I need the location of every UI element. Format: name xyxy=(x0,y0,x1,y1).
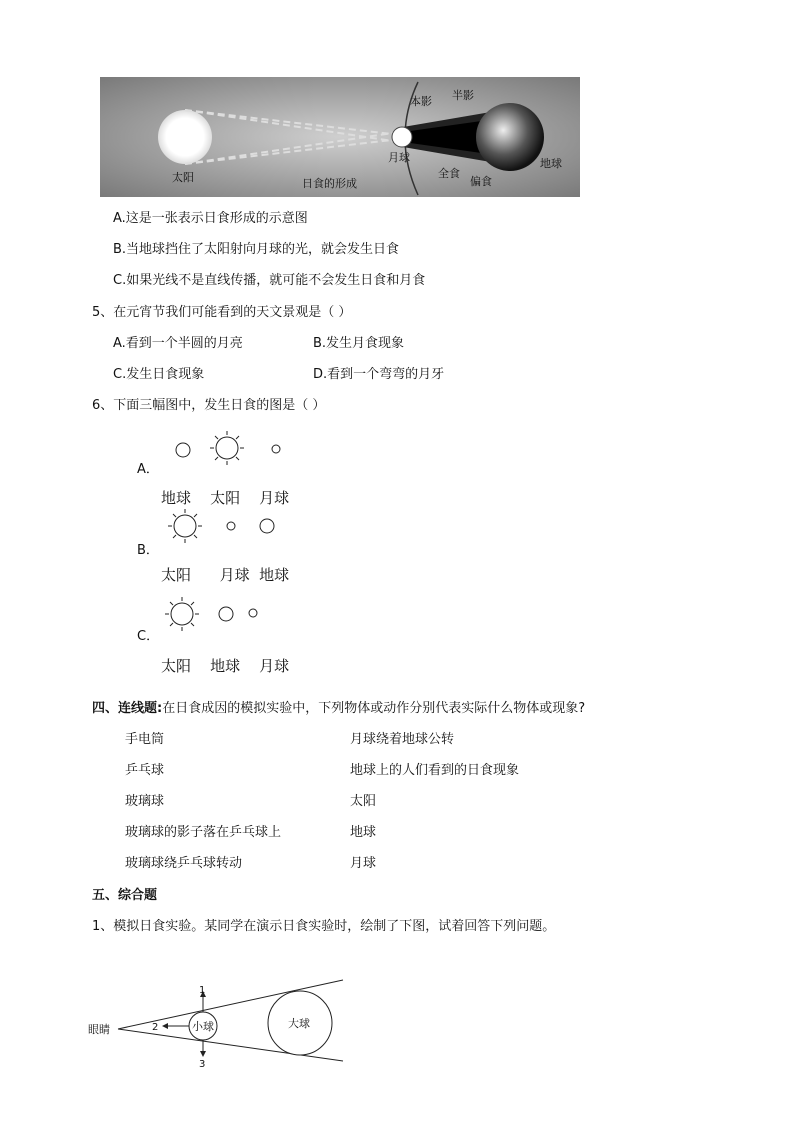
q6-letter-b: B． xyxy=(137,543,159,558)
arrow-3-label: 3 xyxy=(199,1059,206,1070)
sun-icon xyxy=(210,431,244,465)
figure-caption: 日食的形成 xyxy=(302,177,357,190)
sun-label: 太阳 xyxy=(172,171,194,184)
arrow-2-label: 2 xyxy=(152,1022,159,1033)
q5-option-d: D.看到一个弯弯的月牙 xyxy=(313,367,445,382)
sun-icon xyxy=(165,597,199,631)
match-right-2: 地球上的人们看到的日食现象 xyxy=(350,763,520,778)
match-left-3: 玻璃球 xyxy=(125,794,165,809)
section4-line xyxy=(92,697,585,716)
q6-letter-c: C． xyxy=(137,629,160,644)
small-ball-label: 小球 xyxy=(192,1020,214,1033)
q4-option-c: C.如果光线不是直线传播，就可能不会发生日食和月食 xyxy=(113,273,426,288)
q5-stem: 5、在元宵节我们可能看到的天文景观是（ ） xyxy=(92,305,352,320)
section4-text: 在日食成因的模拟实验中，下列物体或动作分别代表实际什么物体或现象? xyxy=(162,701,586,716)
sun-icon xyxy=(168,509,202,543)
match-right-4: 地球 xyxy=(350,825,377,840)
q5-option-b: B.发生月食现象 xyxy=(313,336,405,351)
match-right-5: 月球 xyxy=(350,856,377,871)
q5-option-a: A.看到一个半圆的月亮 xyxy=(113,336,243,351)
q6-figure-c xyxy=(162,594,292,636)
q6-figure-a xyxy=(165,428,295,470)
umbra-label: 本影 xyxy=(410,95,432,108)
arrow-1-label: 1 xyxy=(199,985,206,996)
match-left-2: 乒乓球 xyxy=(125,763,165,778)
big-ball-label: 大球 xyxy=(288,1017,310,1030)
moon-label: 月球 xyxy=(388,151,410,164)
earth-label: 地球 xyxy=(540,157,562,170)
match-left-4: 玻璃球的影子落在乒乓球上 xyxy=(125,825,282,840)
q4-option-b: B.当地球挡住了太阳射向月球的光，就会发生日食 xyxy=(113,242,400,257)
section5-q1: 1、模拟日食实验。某同学在演示日食实验时，绘制了下图，试着回答下列问题。 xyxy=(92,919,556,934)
total-eclipse-label: 全食 xyxy=(438,167,460,180)
penumbra-label: 半影 xyxy=(452,89,474,102)
q5-option-c: C.发生日食现象 xyxy=(113,367,205,382)
section5-heading: 五、综合题 xyxy=(92,888,158,903)
q6-figure-b xyxy=(163,506,293,548)
partial-eclipse-label: 偏食 xyxy=(470,175,492,188)
match-left-1: 手电筒 xyxy=(125,732,165,747)
q6-stem: 6、下面三幅图中，发生日食的图是（ ） xyxy=(92,398,326,413)
q6-letter-a: A． xyxy=(137,462,159,477)
section4-heading: 四、连线题: xyxy=(92,701,163,716)
q6-labels-c: 太阳 地球 月球 xyxy=(161,657,290,675)
experiment-diagram xyxy=(88,975,348,1070)
match-right-1: 月球绕着地球公转 xyxy=(350,732,455,747)
q4-option-a: A.这是一张表示日食形成的示意图 xyxy=(113,211,308,226)
q6-labels-a: 地球 太阳 月球 xyxy=(161,489,290,507)
eclipse-formation-figure xyxy=(100,77,580,197)
q6-labels-b: 太阳 月球 地球 xyxy=(161,566,290,584)
match-right-3: 太阳 xyxy=(350,794,377,809)
match-left-5: 玻璃球绕乒乓球转动 xyxy=(125,856,243,871)
eye-label: 眼睛 xyxy=(88,1023,110,1036)
